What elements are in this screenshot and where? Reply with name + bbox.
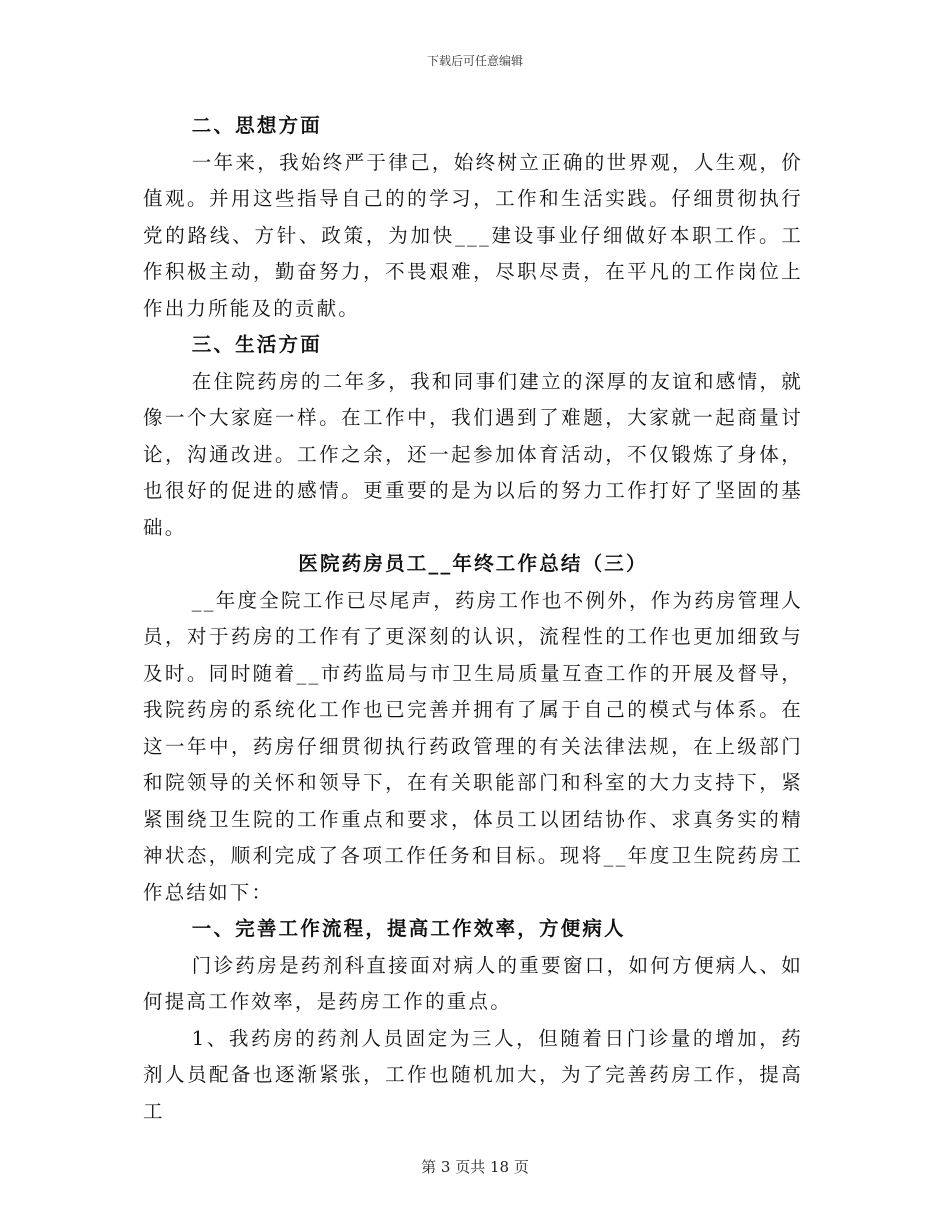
paragraph-point-1: 1、我药房的药剂人员固定为三人，但随着日门诊量的增加，药剂人员配备也逐渐紧张，工作也随机加大，为了完善药房工作，提高工	[143, 1026, 803, 1123]
paragraph-workflow: 门诊药房是药剂科直接面对病人的重要窗口，如何方便病人、如何提高工作效率，是药房工作的重点。	[143, 953, 803, 1013]
page-footer: 第 3 页共 18 页	[421, 1158, 529, 1176]
paragraph-life: 在住院药房的二年多，我和同事们建立的深厚的友谊和感情，就像一个大家庭一样。在工作中，我们遇到了难题，大家就一起商量讨论，沟通改进。工作之余，还一起参加体育活动，不仅锻炼了身体，也很好的促进的感情。更重要的是为以后的努力工作打好了坚固的基础。	[143, 369, 803, 539]
paragraph-thinking: 一年来，我始终严于律己，始终树立正确的世界观，人生观，价值观。并用这些指导自己的的学习，工作和生活实践。仔细贯彻执行党的路线、方针、政策，为加快___建设事业仔细做好本职工作。工作积极主动，勤奋努力，不畏艰难，尽职尽责，在平凡的工作岗位上作出力所能及的贡献。	[143, 150, 803, 320]
document-body	[143, 108, 803, 1130]
section-heading-life: 三、生活方面	[191, 333, 322, 356]
section-heading-thinking: 二、思想方面	[191, 114, 322, 137]
section-heading-workflow: 一、完善工作流程，提高工作效率，方便病人	[191, 917, 626, 940]
document-title: 医院药房员工__年终工作总结（三）	[298, 552, 648, 575]
paragraph-intro: __年度全院工作已尽尾声，药房工作也不例外，作为药房管理人员，对于药房的工作有了更深刻的认识，流程性的工作也更加细致与及时。同时随着__市药监局与市卫生局质量互查工作的开展及督导，我院药房的系统化工作也已完善并拥有了属于自己的模式与体系。在这一年中，药房仔细贯彻执行药政管理的有关法律法规，在上级部门和院领导的关怀和领导下，在有关职能部门和科室的大力支持下，紧紧围绕卫生院的工作重点和要求，体员工以团结协作、求真务实的精神状态，顺利完成了各项工作任务和目标。现将__年度卫生院药房工作总结如下：	[143, 588, 803, 904]
page-header: 下载后可任意编辑	[426, 54, 523, 68]
